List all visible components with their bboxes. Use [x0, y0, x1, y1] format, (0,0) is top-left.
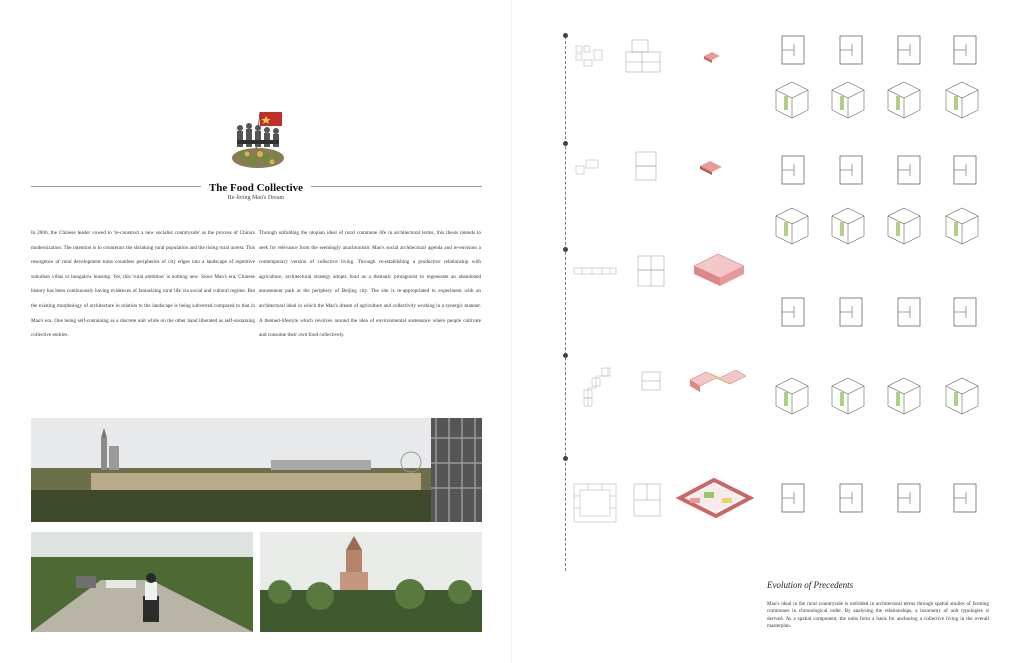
page-fold	[511, 0, 512, 663]
timeline-node-4	[563, 353, 568, 358]
unit-plan-drawing-3	[636, 254, 666, 288]
precedents-timeline	[565, 36, 566, 571]
axo-5-graphic	[676, 472, 754, 526]
unit-plan-2-graphic	[634, 150, 658, 182]
unit-plan-5-graphic	[632, 482, 662, 518]
axo-1-graphic	[702, 50, 722, 64]
unit-plan-drawing-2	[634, 150, 658, 182]
tower-field-photo	[260, 532, 482, 632]
axo-drawing-4	[686, 360, 750, 404]
axo-3-graphic	[690, 248, 748, 294]
unit-typology-grid	[768, 30, 984, 550]
unit-plan-drawing-4	[640, 370, 662, 392]
axo-2-graphic	[698, 158, 724, 176]
axo-4-graphic	[686, 360, 750, 404]
unit-plan-4-graphic	[640, 370, 662, 392]
site-panorama-photo	[31, 418, 482, 522]
site-plan-4-graphic	[582, 366, 612, 408]
timeline-node-1	[563, 33, 568, 38]
timeline-node-2	[563, 141, 568, 146]
timeline-node-3	[563, 247, 568, 252]
panorama-graphic	[31, 418, 482, 522]
emblem-graphic	[226, 110, 290, 172]
tower-field-graphic	[260, 532, 482, 632]
unit-plan-drawing-1	[624, 38, 662, 74]
intro-column-left: In 2006, the Chinese leader vowed to 're-construct a new socialist countryside' as the process of China's modernization. The intention is to counteract the shrinking rural population and the rising rural unrest. This resurgence of rural development turns countless peripheries of city edges into a landscape of repetitive suburban villas or bungalow housing. Yet, this 'rural ambition' is nothing new. Since Mao's era, Chinese history has been continuously having evidences of fantasizing rural life via social and cultural regime. But the existing morphology of architecture in relation to the landscape is being subverted compared to that in Mao's era. One being self-containing as a discrete unit while on the other hand liberated as self-sustaining collective entities.	[31, 230, 255, 339]
site-plan-drawing-4	[582, 366, 612, 408]
page-title: The Food Collective	[201, 182, 311, 194]
axo-drawing-2	[698, 158, 724, 176]
site-plan-5-graphic	[568, 478, 622, 528]
typology-grid-graphic	[768, 30, 984, 550]
farm-road-photo	[31, 532, 253, 632]
propaganda-figures-emblem	[226, 110, 290, 172]
page-subtitle: Re-living Mao's Dream	[227, 195, 285, 201]
farm-road-graphic	[31, 532, 253, 632]
intro-column-right: Through unfolding the utopian ideal of rural commune life in architectural terms, this thesis intends to seek for relevance from the seemingly anachronistic Mao's social architectural agenda and re-envision a contemporary version of collective living. Through re-establishing a productive relationship with agriculture, architectural strategy adopts food as a thematic protagonist to regenerate an abandoned amusement park at the periphery of Beijing city. The site is re-appropriated to experiment with an architectural ideal in which the Mao's dream of agriculture and collectivity working in a synergic manner. A themed-lifestyle which revolves around the idea of environmental sustenance where people cultivate and consume their own food collectively.	[259, 230, 481, 339]
axo-drawing-5	[676, 472, 754, 526]
site-plan-drawing-3	[572, 262, 618, 280]
site-plan-drawing-5	[568, 478, 622, 528]
unit-plan-1-graphic	[624, 38, 662, 74]
site-plan-3-graphic	[572, 262, 618, 280]
site-plan-2-graphic	[574, 158, 600, 178]
unit-plan-3-graphic	[636, 254, 666, 288]
timeline-node-5	[563, 456, 568, 461]
site-plan-drawing-2	[574, 158, 600, 178]
site-plan-1-graphic	[574, 44, 606, 70]
evolution-body: Mao's ideal in the rural countryside is unfolded in architectural terms through spatial studies of farming communes in chronological order. By analysing the relationships, a taxonomy of unit typologies is derived. As a spatial component, the units form a basis for anchoring a collective living in the overall masterplan.	[767, 601, 989, 629]
evolution-heading: Evolution of Precedents	[767, 580, 854, 590]
site-plan-drawing-1	[574, 44, 606, 70]
page-title-wrap	[0, 178, 512, 196]
axo-drawing-1	[702, 50, 722, 64]
axo-drawing-3	[690, 248, 748, 294]
unit-plan-drawing-5	[632, 482, 662, 518]
